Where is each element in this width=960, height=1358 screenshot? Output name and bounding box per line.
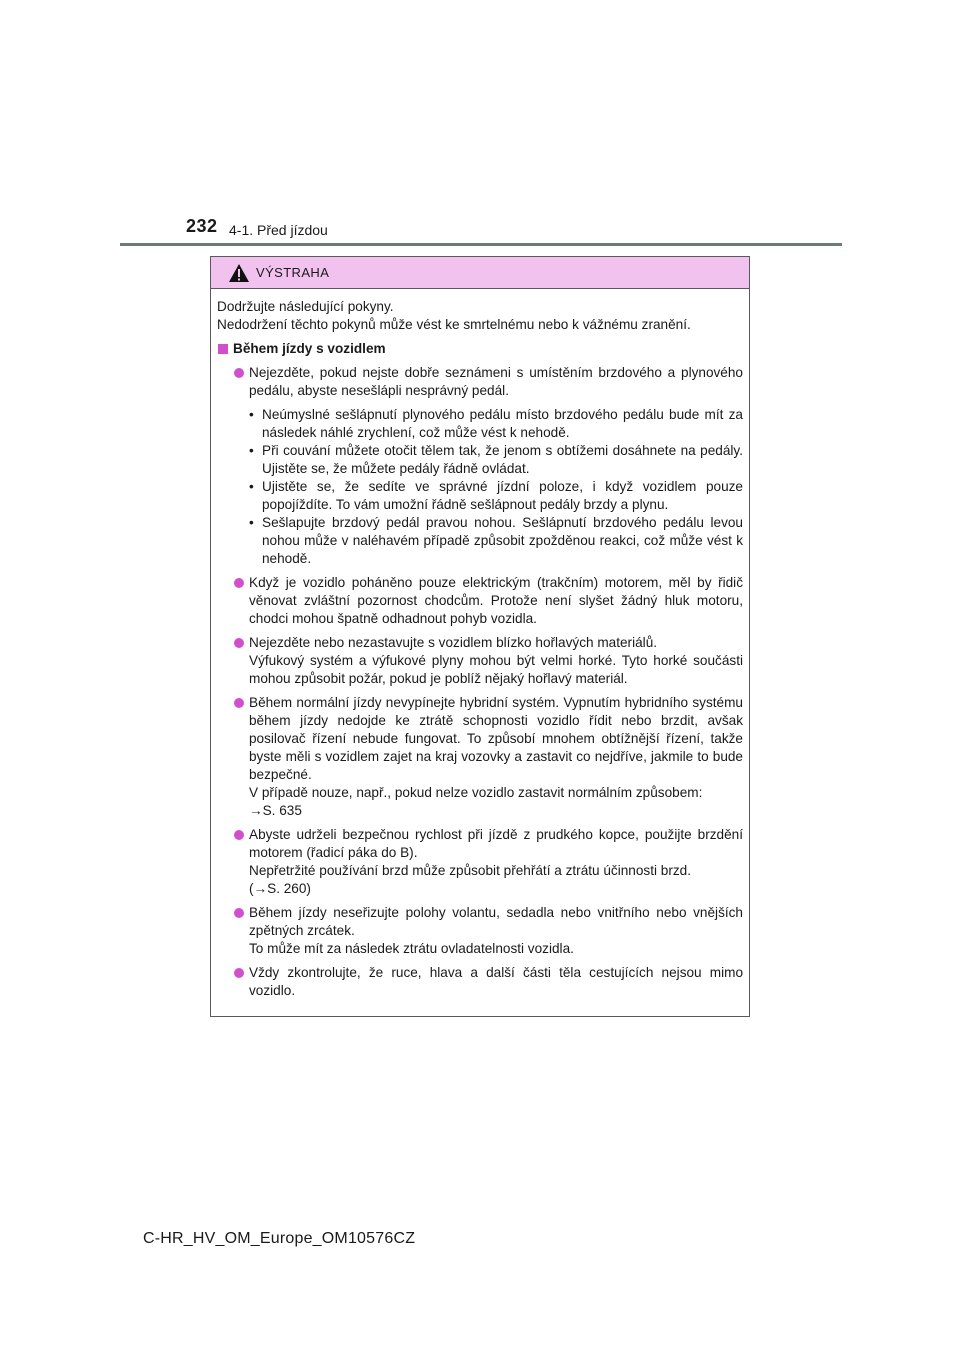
list-item-text: Abyste udrželi bezpečnou rychlost při jízdě z prudkého kopce, použijte brzdění motorem (řadicí páka do B).: [249, 827, 743, 860]
intro-line: Nedodržení těchto pokynů může vést ke smrtelnému nebo k vážnému zranění.: [217, 317, 691, 332]
warning-header: [211, 257, 749, 289]
warning-title: VÝSTRAHA: [256, 265, 330, 280]
section-heading: [217, 340, 743, 358]
list-item: [217, 364, 743, 400]
list-item-text: Nejezděte nebo nezastavujte s vozidlem blízko hořlavých materiálů.: [249, 635, 658, 650]
list-item-text: Když je vozidlo poháněno pouze elektrickým (trakčním) motorem, měl by řidič věnovat zvláštní pozornost chodcům. Protože není slyšet žádný hluk motoru, chodci mohou špatně odhadnout pohyb vozidla.: [249, 575, 743, 626]
sub-list: [217, 406, 743, 568]
warning-body: [211, 289, 749, 1016]
list-item-text: Během normální jízdy nevypínejte hybridní systém. Vypnutím hybridního systému během jízdy nedojde ke ztrátě schopnosti vozidlo řídit nebo brzdit, avšak posilovač řízení nebude fungovat. To způsobí mnohem obtížnější řízení, takže byste měli s vozidlem zajet na kraj vozovky a zastavit co nejdříve, jakmile to bude bezpečné.: [249, 695, 743, 782]
list-item: [217, 694, 743, 820]
round-bullet-icon: [234, 368, 244, 378]
sub-list-item-text: Neúmyslné sešlápnutí plynového pedálu místo brzdového pedálu bude mít za následek náhlé zrychlení, což může vést k nehodě.: [262, 407, 743, 440]
sub-bullet-marker: •: [249, 443, 254, 458]
list-item-text: Výfukový systém a výfukové plyny mohou být velmi horké. Tyto horké součásti mohou způsobit požár, pokud je poblíž nějaký hořlavý materiál.: [249, 653, 743, 686]
list-item: [217, 904, 743, 958]
sub-bullet-marker: •: [249, 479, 254, 494]
page-number: 232: [186, 216, 218, 236]
intro-line: Dodržujte následující pokyny.: [217, 299, 394, 314]
list-item: [217, 574, 743, 628]
list-item-text: Nejezděte, pokud nejste dobře seznámeni s umístěním brzdového a plynového pedálu, abyste nesešlápli nesprávný pedál.: [249, 365, 743, 398]
section-title: 4-1. Před jízdou: [229, 222, 328, 238]
list-item-text: V případě nouze, např., pokud nelze vozidlo zastavit normálním způsobem:: [249, 785, 703, 800]
list-item-text: Během jízdy neseřizujte polohy volantu, sedadla nebo vnitřního nebo vnějších zpětných zrcátek.: [249, 905, 743, 938]
warning-intro: [217, 298, 743, 334]
round-bullet-icon: [234, 698, 244, 708]
section-heading-text: Během jízdy s vozidlem: [233, 341, 386, 356]
sub-list-item-text: Ujistěte se, že sedíte ve správné jízdní poloze, i když vozidlem pouze popojíždíte. To vám umožní řádně sešlápnout pedály brzdy a plynu.: [262, 479, 743, 512]
round-bullet-icon: [234, 638, 244, 648]
list-item-text: Nepřetržité používání brzd může způsobit přehřátí a ztrátu účinnosti brzd.: [249, 863, 692, 878]
list-item-text: Vždy zkontrolujte, že ruce, hlava a další části těla cestujících nejsou mimo vozidlo.: [249, 965, 743, 998]
round-bullet-icon: [234, 908, 244, 918]
square-bullet-icon: [218, 344, 228, 354]
warning-triangle-icon: [228, 263, 250, 283]
list-item: [217, 826, 743, 898]
round-bullet-icon: [234, 830, 244, 840]
sub-list-item: [249, 478, 743, 514]
round-bullet-icon: [234, 578, 244, 588]
list-item: [217, 964, 743, 1000]
sub-list-item: [249, 406, 743, 442]
list-item-text: To může mít za následek ztrátu ovladatelnosti vozidla.: [249, 941, 574, 956]
page-reference: →S. 635: [249, 803, 302, 818]
sub-list-item-text: Sešlapujte brzdový pedál pravou nohou. Sešlápnutí brzdového pedálu levou nohou může v naléhavém případě způsobit zpožděnou reakci, což může vést k nehodě.: [262, 515, 743, 566]
sub-list-item-text: Při couvání můžete otočit tělem tak, že jenom s obtížemi dosáhnete na pedály. Ujistěte se, že můžete pedály řádně ovládat.: [262, 443, 743, 476]
sub-list-item: [249, 442, 743, 478]
header-rule: [120, 243, 842, 246]
round-bullet-icon: [234, 968, 244, 978]
document-code: C-HR_HV_OM_Europe_OM10576CZ: [143, 1230, 416, 1247]
sub-bullet-marker: •: [249, 407, 254, 422]
page-reference: (→S. 260): [249, 881, 311, 896]
sub-bullet-marker: •: [249, 515, 254, 530]
sub-list-item: [249, 514, 743, 568]
list-item: [217, 634, 743, 688]
warning-box: [210, 256, 750, 1017]
